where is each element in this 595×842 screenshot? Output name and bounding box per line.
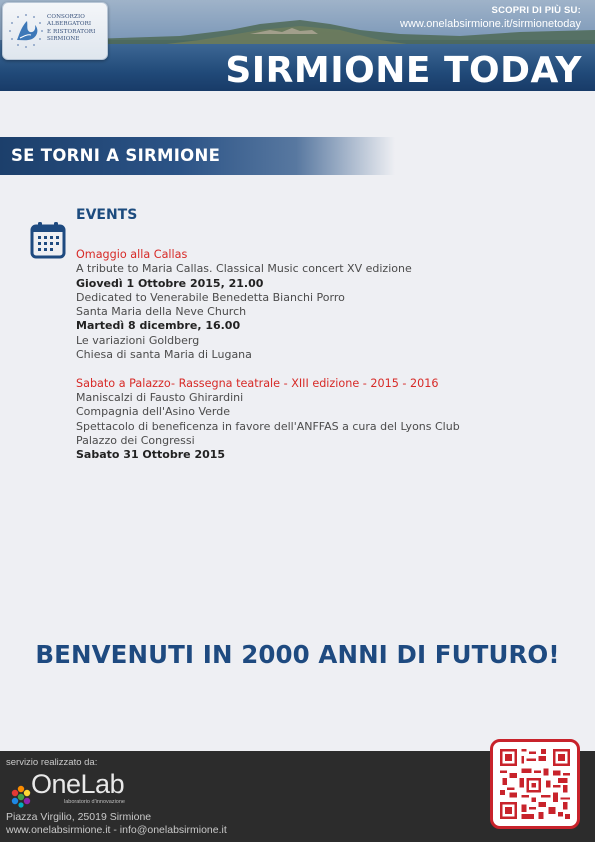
more-info-label: SCOPRI DI PIÙ SU: — [491, 5, 581, 16]
qr-code-icon — [500, 749, 570, 819]
event-detail: Spettacolo di beneficenza in favore dell'ANFFAS a cura del Lyons Club — [76, 419, 460, 433]
onelab-tagline: laboratorio d'innovazione — [64, 799, 125, 805]
consortium-logo[interactable] — [2, 2, 108, 60]
header-banner — [0, 0, 595, 91]
page-title: SIRMIONE TODAY — [225, 50, 582, 91]
event-title[interactable]: Sabato a Palazzo- Rassegna teatrale - XIII edizione - 2015 - 2016 — [76, 376, 439, 390]
section-banner — [0, 137, 395, 175]
event-item — [76, 248, 576, 362]
event-location: Chiesa di santa Maria di Lugana — [76, 348, 252, 362]
qr-code[interactable] — [490, 739, 580, 829]
consortium-name: CONSORZIO ALBERGATORI E RISTORATORI SIRMIONE — [47, 14, 96, 43]
event-date: Sabato 31 Ottobre 2015 — [76, 448, 226, 462]
address-line: Piazza Virgilio, 25019 Sirmione — [6, 811, 152, 823]
events-list — [76, 248, 576, 462]
event-date: Martedì 8 dicembre, 16.00 — [76, 319, 241, 333]
event-location: Palazzo dei Congressi — [76, 433, 195, 447]
event-detail: Dedicated to Venerabile Benedetta Bianchi Porro — [76, 290, 345, 304]
onelab-wordmark[interactable]: OneLab — [31, 769, 125, 799]
section-title: SE TORNI A SIRMIONE — [11, 146, 221, 165]
event-location: Santa Maria della Neve Church — [76, 305, 247, 319]
event-title[interactable]: Omaggio alla Callas — [76, 248, 188, 261]
calendar-icon — [30, 221, 66, 259]
more-info-link[interactable]: www.onelabsirmione.it/sirmionetoday — [400, 18, 581, 30]
consortium-emblem-icon — [8, 12, 44, 52]
more-info — [400, 5, 581, 30]
event-detail: Compagnia dell'Asino Verde — [76, 405, 231, 419]
event-item — [76, 377, 576, 463]
event-date: Giovedì 1 Ottobre 2015, 21.00 — [76, 276, 264, 290]
event-detail: Maniscalzi di Fausto Ghirardini — [76, 390, 244, 404]
event-detail: Le variazioni Goldberg — [76, 333, 200, 347]
events-heading: EVENTS — [76, 207, 138, 223]
slogan: BENVENUTI IN 2000 ANNI DI FUTURO! — [35, 640, 560, 669]
service-credit-label: servizio realizzato da: — [6, 757, 98, 768]
contact-address — [6, 811, 227, 836]
event-detail: A tribute to Maria Callas. Classical Music concert XV edizione — [76, 262, 412, 276]
contact-links[interactable]: www.onelabsirmione.it - info@onelabsirmione.it — [6, 823, 227, 836]
event-spacer — [76, 362, 576, 376]
